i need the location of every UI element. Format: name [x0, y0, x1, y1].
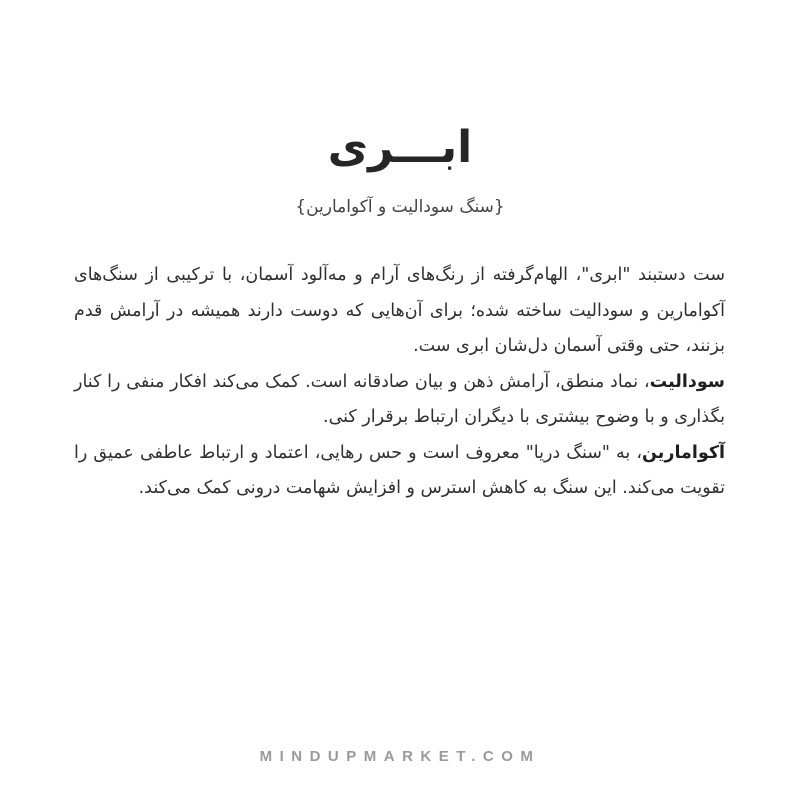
aquamarine-text: ، به "سنگ دریا" معروف است و حس رهایی، اعتماد و ارتباط عاطفی عمیق را تقویت می‌کند. این سنگ به کاهش استرس و افزایش شهامت درونی کمک می‌کند. — [74, 442, 725, 498]
page-subtitle: {سنگ سودالیت و آکوامارین} — [295, 197, 505, 217]
site-watermark: MINDUPMARKET.COM — [259, 748, 541, 765]
sodalite-heading: سودالیت — [649, 371, 725, 392]
sodalite-text: ، نماد منطق، آرامش ذهن و بیان صادقانه است. کمک می‌کند افکار منفی را کنار بگذاری و با وضوح بیشتری با دیگران ارتباط برقرار کنی. — [74, 371, 725, 427]
intro-paragraph: ست دستبند "ابری"، الهام‌گرفته از رنگ‌های آرام و مه‌آلود آسمان، با ترکیبی از سنگ‌های آکوامارین و سودالیت ساخته شده؛ برای آن‌هایی که دوست دارند همیشه در آرامش قدم بزنند، حتی وقتی آسمان دل‌شان ابری ست. — [74, 265, 725, 356]
aquamarine-paragraph — [74, 436, 725, 507]
sodalite-paragraph — [74, 365, 725, 436]
aquamarine-heading: آکوامارین — [642, 442, 725, 463]
page-title: ابـــری — [327, 122, 473, 173]
description-body — [74, 258, 725, 507]
